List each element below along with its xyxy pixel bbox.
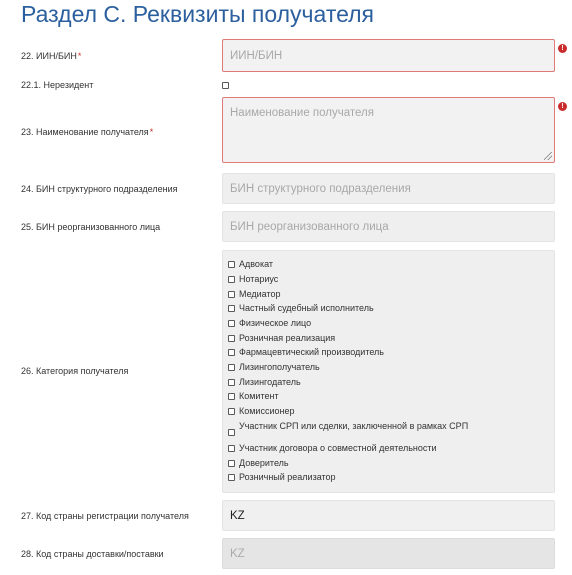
checkbox[interactable] [228,393,235,400]
country-reg-input[interactable] [222,500,555,531]
checkbox[interactable] [228,364,235,371]
category-option-label: Розничная реализация [239,333,336,343]
checkbox[interactable] [228,379,235,386]
reorganized-bin-input[interactable] [222,211,555,242]
checkbox[interactable] [228,261,235,268]
category-option-label: Частный судебный исполнитель [239,303,374,313]
checkbox[interactable] [228,349,235,356]
recipient-name-label-text: 23. Наименование получателя [21,127,149,137]
checkbox[interactable] [228,291,235,298]
category-checkbox-group [222,250,555,493]
country-reg-label: 27. Код страны регистрации получателя [21,511,189,521]
structural-bin-placeholder: БИН структурного подразделения [230,182,411,195]
recipient-name-textarea[interactable] [222,97,555,163]
checkbox[interactable] [228,408,235,415]
country-delivery-value: KZ [230,547,245,560]
checkbox[interactable] [228,320,235,327]
iin-label-text: 22. ИИН/БИН [21,51,77,61]
category-option-label: Участник СРП или сделки, заключенной в рамках СРП [239,421,469,431]
category-option-label: Лизингодатель [239,377,301,387]
required-mark: * [149,127,154,137]
exclamation-icon: ! [558,102,567,111]
category-option-label: Медиатор [239,289,281,299]
checkbox[interactable] [228,305,235,312]
category-label: 26. Категория получателя [21,366,129,376]
recipient-name-label [21,126,153,138]
reorganized-bin-placeholder: БИН реорганизованного лица [230,220,389,233]
recipient-name-placeholder: Наименование получателя [230,107,374,119]
iin-placeholder: ИИН/БИН [230,49,283,62]
reorganized-bin-label: 25. БИН реорганизованного лица [21,222,161,232]
country-reg-value: KZ [230,509,245,522]
exclamation-icon: ! [558,44,567,53]
section-title: Раздел C. Реквизиты получателя [21,1,375,27]
category-option-label: Нотариус [239,274,279,284]
checkbox[interactable] [228,276,235,283]
category-option-label: Физическое лицо [239,318,312,328]
category-option-label: Комитент [239,391,279,401]
category-option-label: Лизингополучатель [239,362,320,372]
nonresident-label: 22.1. Нерезидент [21,80,94,90]
iin-input[interactable] [222,39,555,72]
country-delivery-input[interactable] [222,538,555,569]
structural-bin-input[interactable] [222,173,555,204]
country-delivery-label: 28. Код страны доставки/поставки [21,549,164,559]
checkbox[interactable] [228,335,235,342]
checkbox[interactable] [228,445,235,452]
resize-handle[interactable] [544,152,552,160]
category-option-label: Фармацевтический производитель [239,347,384,357]
category-option-label: Доверитель [239,458,289,468]
category-option-label: Участник договора о совместной деятельности [239,443,437,453]
checkbox[interactable] [228,429,235,436]
required-mark: * [77,51,82,61]
category-option-label: Розничный реализатор [239,472,336,482]
structural-bin-label: 24. БИН структурного подразделения [21,184,178,194]
iin-label [21,50,81,62]
category-option-label: Адвокат [239,259,274,269]
checkbox[interactable] [228,474,235,481]
nonresident-checkbox[interactable] [222,82,229,89]
checkbox[interactable] [228,460,235,467]
category-option-label: Комиссионер [239,406,295,416]
